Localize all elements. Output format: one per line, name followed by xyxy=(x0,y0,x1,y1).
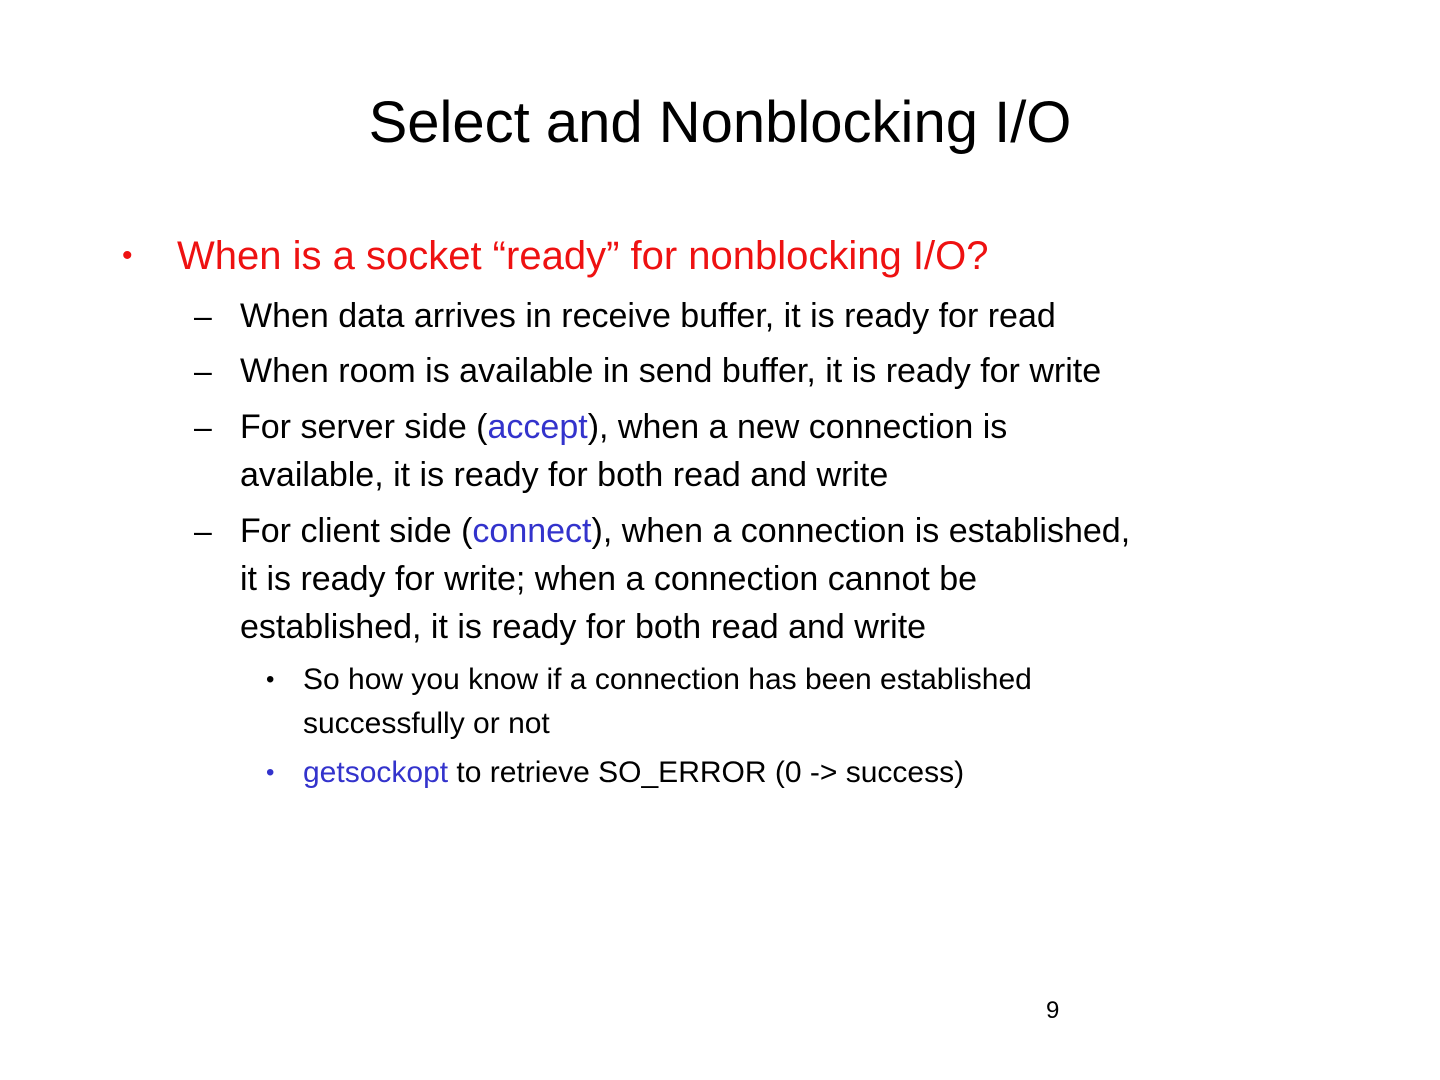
page-number: 9 xyxy=(1046,997,1060,1024)
sub-bullet-text xyxy=(240,507,1320,651)
sub-bullet-line: it is ready for write; when a connection cannot be xyxy=(240,560,978,598)
third-bullet-line: So how you know if a connection has been established xyxy=(303,663,1032,696)
sub-bullet-line: available, it is ready for both read and write xyxy=(240,456,889,494)
sub-bullet-line xyxy=(240,507,1320,555)
text-segment: ), when a new connection is xyxy=(587,408,1008,446)
bullet-icon: • xyxy=(266,666,275,693)
third-bullet-line: successfully or not xyxy=(303,707,550,740)
dash-icon: – xyxy=(194,409,212,445)
sub-bullet-line: When room is available in send buffer, it is ready for write xyxy=(240,352,1102,390)
dash-icon: – xyxy=(194,513,212,549)
sub-bullet-text xyxy=(240,347,1320,395)
bullet-icon: • xyxy=(266,759,275,786)
text-segment: to retrieve SO_ERROR (0 -> success) xyxy=(448,756,965,789)
third-bullet-text xyxy=(303,751,1223,795)
code-keyword-getsockopt: getsockopt xyxy=(303,756,449,789)
third-bullet-text xyxy=(303,658,1223,746)
sub-bullet-text xyxy=(240,403,1320,499)
code-keyword-accept: accept xyxy=(487,408,588,446)
dash-icon: – xyxy=(194,353,212,389)
text-segment: For server side ( xyxy=(240,408,488,446)
sub-bullet-line xyxy=(240,403,1320,451)
main-bullet-text: When is a socket “ready” for nonblocking I/O? xyxy=(177,234,989,278)
sub-bullet-text xyxy=(240,292,1320,340)
text-segment: For client side ( xyxy=(240,512,473,550)
bullet-icon: • xyxy=(122,239,133,272)
sub-bullet-line: established, it is ready for both read and write xyxy=(240,608,927,646)
slide-title: Select and Nonblocking I/O xyxy=(368,90,1072,155)
code-keyword-connect: connect xyxy=(472,512,592,550)
text-segment: ), when a connection is established, xyxy=(591,512,1131,550)
dash-icon: – xyxy=(194,298,212,334)
sub-bullet-line: When data arrives in receive buffer, it is ready for read xyxy=(240,297,1056,335)
